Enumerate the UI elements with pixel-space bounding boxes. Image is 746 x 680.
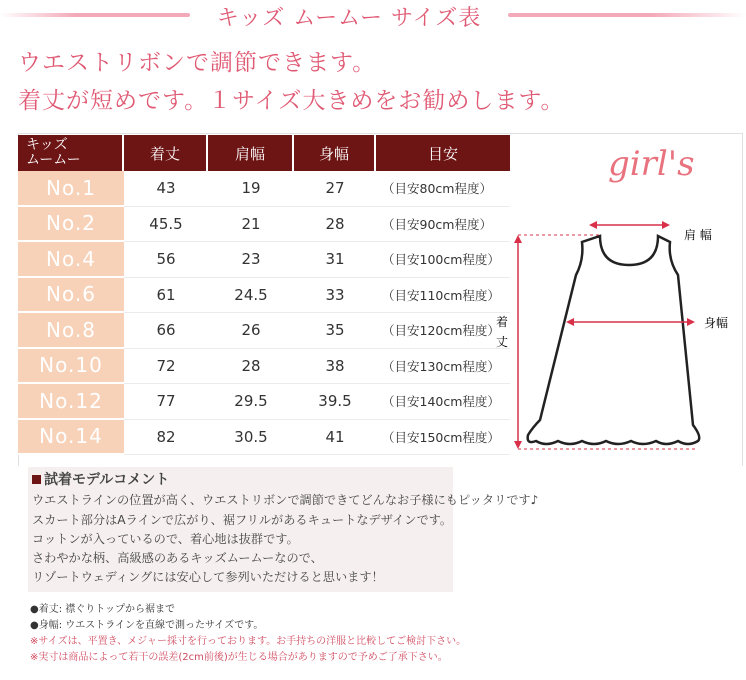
- corner-label-line-2: ムームー: [26, 152, 81, 168]
- table-row: [18, 420, 510, 456]
- comment-line: スカート部分はAラインで広がり、裾フリルがあるキュートなデザインです。: [32, 513, 453, 527]
- length-cell: 72: [124, 349, 208, 385]
- length-cell: 61: [124, 278, 208, 314]
- shoulder-cell: 26: [208, 313, 294, 349]
- note-measure: ※サイズは、平置き、メジャー採寸を行っております。お手持ちの洋服と比較してご検討下さい。: [30, 636, 467, 647]
- comment-line: さわやかな柄、高級感のあるキッズムームーなので、: [32, 551, 323, 565]
- table-header-row: [18, 135, 510, 171]
- comment-line: コットンが入っているので、着心地は抜群です。: [32, 532, 299, 546]
- width-cell: 28: [294, 207, 376, 243]
- body-width-label: 身幅: [704, 316, 729, 330]
- width-cell: 33: [294, 278, 376, 314]
- column-header-width: 身幅: [294, 135, 376, 171]
- column-header-length: 着丈: [124, 135, 208, 171]
- comment-line: ウエストラインの位置が高く、ウエストリボンで調節できてどんなお子様にもピッタリです♪: [32, 493, 539, 507]
- size-name-cell: No.10: [18, 349, 124, 385]
- intro-line-2: 着丈が短めです。１サイズ大きめをお勧めします。: [18, 88, 565, 114]
- shoulder-cell: 28: [208, 349, 294, 385]
- length-cell: 82: [124, 420, 208, 456]
- size-name-cell: No.6: [18, 278, 124, 314]
- shoulder-label: 肩 幅: [684, 228, 712, 242]
- width-cell: 41: [294, 420, 376, 456]
- table-row: [18, 384, 510, 420]
- guide-cell: （目安100cm程度）: [376, 242, 510, 278]
- girls-label: girl's: [608, 144, 695, 184]
- size-name-cell: No.8: [18, 313, 124, 349]
- table-corner-label: [18, 135, 124, 171]
- table-row: [18, 207, 510, 243]
- shoulder-cell: 30.5: [208, 420, 294, 456]
- comment-title: [32, 469, 169, 489]
- guide-cell: （目安110cm程度）: [376, 278, 510, 314]
- comment-line: リゾートウェディングには安心して参列いただけると思います！: [32, 570, 384, 584]
- intro-line-1: ウエストリボンで調節できます。: [18, 50, 377, 76]
- guide-cell: （目安90cm程度）: [376, 207, 510, 243]
- header-right-line: [508, 13, 746, 17]
- size-name-cell: No.1: [18, 171, 124, 207]
- width-cell: 35: [294, 313, 376, 349]
- size-name-cell: No.12: [18, 384, 124, 420]
- width-cell: 27: [294, 171, 376, 207]
- guide-cell: （目安140cm程度）: [376, 384, 510, 420]
- length-cell: 43: [124, 171, 208, 207]
- width-cell: 39.5: [294, 384, 376, 420]
- page-title: キッズ ムームー サイズ表: [216, 6, 482, 31]
- comment-title-marker: [32, 475, 41, 484]
- dress-outline: [528, 236, 700, 444]
- size-name-cell: No.2: [18, 207, 124, 243]
- dress-diagram: [488, 215, 738, 460]
- shoulder-cell: 21: [208, 207, 294, 243]
- shoulder-cell: 24.5: [208, 278, 294, 314]
- length-cell: 77: [124, 384, 208, 420]
- table-row: [18, 278, 510, 314]
- column-header-guide: 目安: [376, 135, 510, 171]
- size-name-cell: No.14: [18, 420, 124, 456]
- comment-title-text: 試着モデルコメント: [44, 472, 170, 488]
- length-cell: 66: [124, 313, 208, 349]
- guide-cell: （目安120cm程度）: [376, 313, 510, 349]
- size-name-cell: No.4: [18, 242, 124, 278]
- shoulder-cell: 19: [208, 171, 294, 207]
- length-label-2: 丈: [496, 335, 509, 349]
- table-row: [18, 171, 510, 207]
- length-cell: 45.5: [124, 207, 208, 243]
- width-cell: 38: [294, 349, 376, 385]
- table-row: [18, 349, 510, 385]
- note-width: ●身幅: ウエストラインを直線で測ったサイズです。: [30, 620, 264, 631]
- length-label-1: 着: [496, 315, 509, 329]
- shoulder-cell: 29.5: [208, 384, 294, 420]
- width-cell: 31: [294, 242, 376, 278]
- guide-cell: （目安80cm程度）: [376, 171, 510, 207]
- header-left-line: [0, 13, 190, 17]
- note-length: ●着丈: 襟ぐりトップから裾まで: [30, 604, 175, 615]
- table-row: [18, 313, 510, 349]
- table-row: [18, 242, 510, 278]
- guide-cell: （目安150cm程度）: [376, 420, 510, 456]
- note-tolerance: ※実寸は商品によって若干の誤差(2cm前後)が生じる場合がありますので予めご了承下さい。: [30, 652, 448, 663]
- length-cell: 56: [124, 242, 208, 278]
- corner-label-line-1: キッズ: [26, 137, 68, 153]
- shoulder-cell: 23: [208, 242, 294, 278]
- size-table: [18, 135, 510, 455]
- column-header-shoulder: 肩幅: [208, 135, 294, 171]
- guide-cell: （目安130cm程度）: [376, 349, 510, 385]
